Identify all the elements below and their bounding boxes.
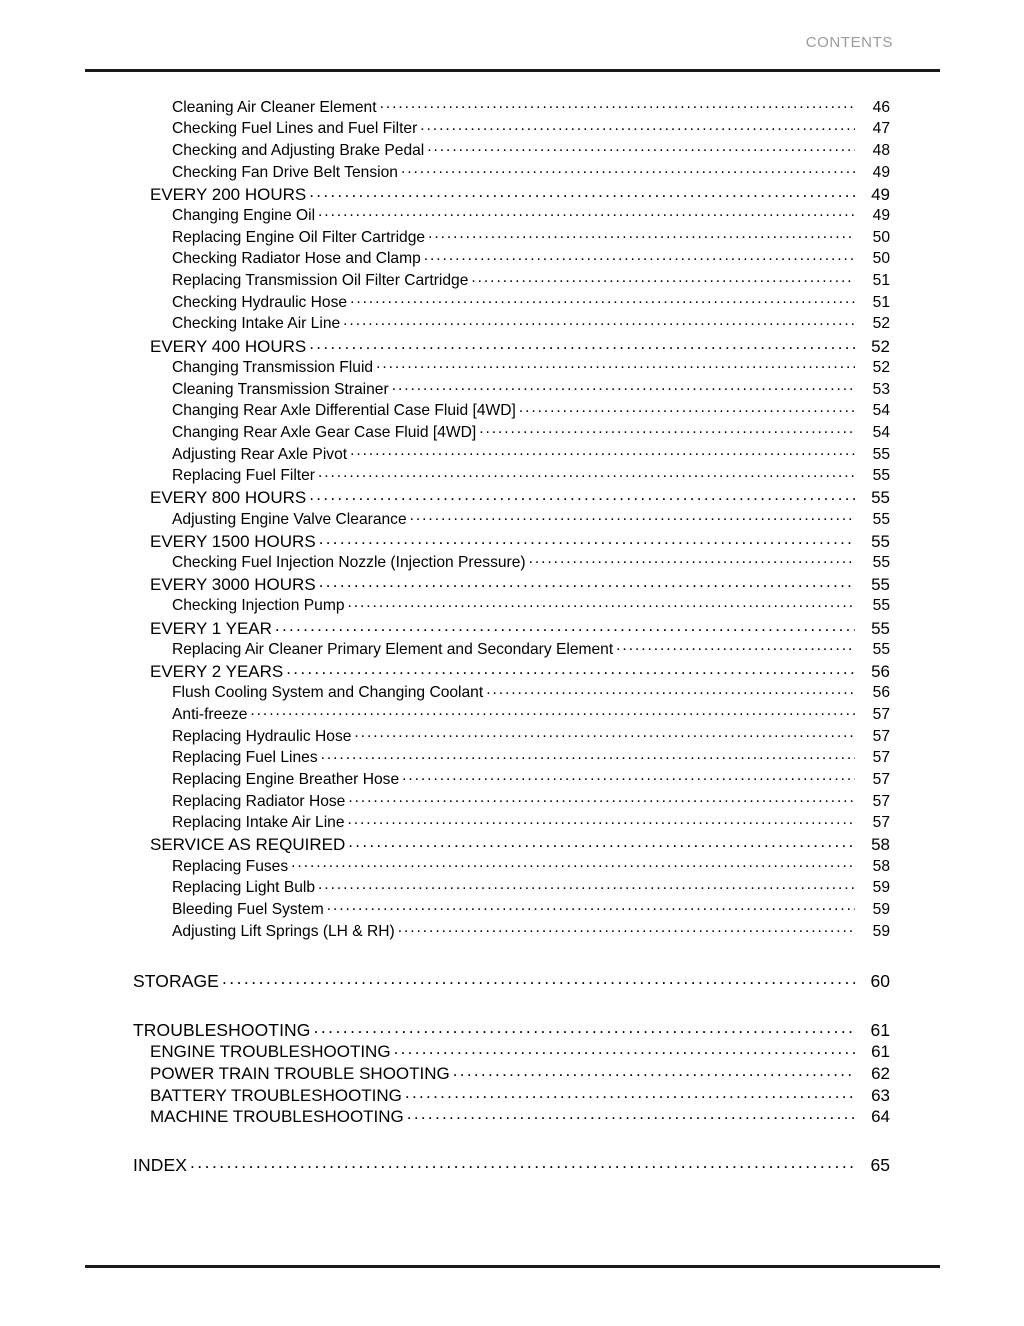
dot-leader [529, 551, 855, 567]
toc-entry[interactable] [0, 139, 1024, 161]
toc-entry-page-number: 49 [872, 207, 890, 225]
toc-entry-title: Checking Fan Drive Belt Tension [172, 163, 398, 181]
toc-entry-title: Replacing Fuel Lines [172, 749, 318, 767]
toc-entry-page-number: 55 [871, 575, 890, 595]
toc-entry-title: STORAGE [133, 971, 219, 992]
dot-leader [405, 1084, 855, 1101]
toc-entry-title: Replacing Intake Air Line [172, 814, 345, 832]
dot-leader [319, 530, 855, 547]
dot-leader [380, 96, 855, 112]
dot-leader [354, 725, 855, 741]
dot-leader [314, 1019, 856, 1037]
toc-entry[interactable] [0, 291, 1024, 313]
toc-entry[interactable] [0, 855, 1024, 877]
header-divider [85, 69, 940, 72]
toc-entry-page-number: 61 [870, 1020, 890, 1040]
dot-leader [327, 898, 855, 914]
dot-leader [428, 226, 855, 242]
toc-entry-page-number: 57 [872, 814, 890, 832]
toc-entry[interactable] [0, 877, 1024, 899]
table-of-contents [0, 96, 1024, 1176]
toc-entry-page-number: 57 [872, 770, 890, 788]
dot-leader [309, 335, 855, 352]
toc-entry-title: Adjusting Lift Springs (LH & RH) [172, 922, 395, 940]
dot-leader [616, 638, 855, 654]
toc-entry-title: EVERY 2 YEARS [150, 661, 284, 681]
dot-leader [286, 660, 855, 677]
toc-entry-title: BATTERY TROUBLESHOOTING [150, 1085, 402, 1105]
header-title: CONTENTS [805, 34, 893, 51]
toc-entry[interactable] [0, 617, 1024, 639]
toc-entry-title: EVERY 200 HOURS [150, 184, 307, 204]
toc-entry[interactable] [0, 1084, 1024, 1106]
toc-entry[interactable] [0, 790, 1024, 812]
toc-entry-page-number: 59 [872, 901, 890, 919]
dot-leader [424, 248, 855, 264]
page-header [85, 34, 893, 52]
toc-entry-title: Replacing Light Bulb [172, 879, 316, 897]
toc-entry-title: Adjusting Engine Valve Clearance [172, 510, 407, 528]
toc-entry-page-number: 46 [872, 98, 890, 116]
dot-leader [519, 400, 855, 416]
toc-entry[interactable] [0, 1040, 1024, 1062]
dot-leader [318, 204, 855, 220]
toc-entry-page-number: 52 [872, 315, 890, 333]
toc-entry-title: Changing Rear Axle Gear Case Fluid [4WD] [172, 423, 477, 441]
toc-entry-page-number: 55 [871, 618, 890, 638]
toc-entry[interactable] [0, 1019, 1024, 1041]
toc-entry-title: Replacing Engine Breather Hose [172, 770, 400, 788]
toc-entry-title: Replacing Transmission Oil Filter Cartridge [172, 272, 469, 290]
dot-leader [348, 812, 855, 828]
toc-entry[interactable] [0, 508, 1024, 530]
toc-entry[interactable] [0, 920, 1024, 942]
toc-entry-page-number: 63 [871, 1085, 890, 1105]
toc-entry[interactable] [0, 898, 1024, 920]
toc-entry[interactable] [0, 682, 1024, 704]
toc-entry-page-number: 57 [872, 727, 890, 745]
toc-entry-title: Checking Fuel Injection Nozzle (Injection Pressure) [172, 554, 526, 572]
dot-leader [318, 465, 855, 481]
section-spacer [0, 1127, 1024, 1154]
dot-leader [309, 183, 855, 200]
toc-entry-title: Replacing Radiator Hose [172, 792, 346, 810]
toc-entry-page-number: 58 [872, 857, 890, 875]
toc-entry-title: POWER TRAIN TROUBLE SHOOTING [150, 1063, 450, 1083]
toc-entry-title: Flush Cooling System and Changing Coolant [172, 684, 484, 702]
toc-entry-page-number: 54 [872, 423, 890, 441]
toc-entry-title: Replacing Engine Oil Filter Cartridge [172, 228, 426, 246]
toc-entry[interactable] [0, 1105, 1024, 1127]
toc-entry-title: EVERY 1 YEAR [150, 618, 272, 638]
toc-entry-title: Changing Engine Oil [172, 207, 316, 225]
toc-entry[interactable] [0, 703, 1024, 725]
toc-entry-title: EVERY 1500 HOURS [150, 531, 316, 551]
toc-entry-title: Changing Rear Axle Differential Case Fluid [4WD] [172, 402, 516, 420]
toc-entry[interactable] [0, 812, 1024, 834]
toc-entry-page-number: 55 [871, 531, 890, 551]
toc-entry-page-number: 55 [872, 597, 890, 615]
toc-entry-page-number: 55 [872, 640, 890, 658]
toc-entry-title: Cleaning Transmission Strainer [172, 380, 389, 398]
toc-entry[interactable] [0, 970, 1024, 992]
toc-entry[interactable] [0, 551, 1024, 573]
toc-entry-page-number: 58 [871, 835, 890, 855]
toc-entry-page-number: 55 [872, 467, 890, 485]
toc-entry-title: Checking Injection Pump [172, 597, 345, 615]
toc-entry[interactable] [0, 725, 1024, 747]
toc-entry[interactable] [0, 313, 1024, 335]
toc-entry-title: Checking Radiator Hose and Clamp [172, 250, 421, 268]
dot-leader [318, 877, 855, 893]
toc-entry[interactable] [0, 768, 1024, 790]
toc-entry-page-number: 57 [872, 705, 890, 723]
dot-leader [350, 443, 855, 459]
dot-leader [453, 1062, 855, 1079]
toc-entry-title: Checking Intake Air Line [172, 315, 341, 333]
toc-entry-title: Cleaning Air Cleaner Element [172, 98, 377, 116]
toc-entry-title: Checking and Adjusting Brake Pedal [172, 141, 425, 159]
toc-entry[interactable] [0, 335, 1024, 357]
toc-entry-title: ENGINE TROUBLESHOOTING [150, 1042, 391, 1062]
dot-leader [401, 161, 855, 177]
dot-leader [420, 118, 855, 134]
toc-entry[interactable] [0, 118, 1024, 140]
toc-entry-title: Checking Fuel Lines and Fuel Filter [172, 120, 418, 138]
footer-divider [85, 1265, 940, 1268]
dot-leader [398, 920, 855, 936]
toc-entry[interactable] [0, 183, 1024, 205]
toc-entry[interactable] [0, 833, 1024, 855]
toc-entry-title: TROUBLESHOOTING [133, 1020, 311, 1040]
toc-entry-page-number: 50 [872, 250, 890, 268]
dot-leader [309, 486, 855, 503]
dot-leader [486, 682, 855, 698]
toc-entry-title: EVERY 400 HOURS [150, 336, 307, 356]
dot-leader [291, 855, 855, 871]
toc-entry-page-number: 53 [872, 380, 890, 398]
dot-leader [222, 970, 855, 988]
dot-leader [350, 291, 855, 307]
toc-entry[interactable] [0, 161, 1024, 183]
toc-entry[interactable] [0, 226, 1024, 248]
toc-entry[interactable] [0, 530, 1024, 552]
toc-entry[interactable] [0, 356, 1024, 378]
dot-leader [410, 508, 855, 524]
toc-entry-page-number: 59 [872, 879, 890, 897]
toc-entry-title: INDEX [133, 1155, 187, 1176]
dot-leader [402, 768, 855, 784]
toc-entry-page-number: 56 [871, 661, 890, 681]
toc-entry-title: Bleeding Fuel System [172, 901, 324, 919]
dot-leader [348, 595, 856, 611]
toc-entry-page-number: 57 [872, 792, 890, 810]
toc-entry-title: Adjusting Rear Axle Pivot [172, 445, 348, 463]
dot-leader [471, 270, 855, 286]
dot-leader [190, 1154, 855, 1172]
toc-entry-page-number: 48 [872, 141, 890, 159]
toc-entry[interactable] [0, 465, 1024, 487]
toc-entry-page-number: 52 [871, 336, 890, 356]
toc-entry-page-number: 60 [870, 971, 890, 992]
toc-entry-page-number: 56 [872, 684, 890, 702]
toc-entry[interactable] [0, 421, 1024, 443]
dot-leader [479, 421, 855, 437]
toc-entry[interactable] [0, 660, 1024, 682]
toc-entry[interactable] [0, 747, 1024, 769]
toc-entry-title: EVERY 3000 HOURS [150, 575, 316, 595]
toc-entry-title: MACHINE TROUBLESHOOTING [150, 1107, 404, 1127]
toc-entry-page-number: 47 [872, 120, 890, 138]
dot-leader [250, 703, 855, 719]
toc-entry[interactable] [0, 443, 1024, 465]
section-spacer [0, 942, 1024, 970]
toc-entry-page-number: 57 [872, 749, 890, 767]
toc-entry-title: Replacing Air Cleaner Primary Element and Secondary Element [172, 640, 614, 658]
toc-entry-page-number: 62 [871, 1063, 890, 1083]
toc-entry[interactable] [0, 400, 1024, 422]
toc-entry-title: Changing Transmission Fluid [172, 358, 374, 376]
toc-entry[interactable] [0, 248, 1024, 270]
toc-entry-page-number: 55 [872, 510, 890, 528]
dot-leader [275, 617, 855, 634]
toc-entry[interactable] [0, 1062, 1024, 1084]
dot-leader [348, 833, 855, 850]
section-spacer [0, 992, 1024, 1019]
toc-entry[interactable] [0, 573, 1024, 595]
toc-entry[interactable] [0, 96, 1024, 118]
toc-entry-page-number: 49 [871, 184, 890, 204]
dot-leader [343, 313, 855, 329]
dot-leader [319, 573, 855, 590]
toc-entry-page-number: 61 [871, 1042, 890, 1062]
toc-entry[interactable] [0, 486, 1024, 508]
dot-leader [394, 1040, 855, 1057]
toc-entry-page-number: 59 [872, 922, 890, 940]
toc-entry-title: Anti-freeze [172, 705, 248, 723]
toc-entry[interactable] [0, 378, 1024, 400]
toc-entry-title: Replacing Hydraulic Hose [172, 727, 352, 745]
toc-entry-page-number: 51 [872, 293, 890, 311]
toc-entry-page-number: 55 [871, 488, 890, 508]
dot-leader [427, 139, 855, 155]
toc-entry[interactable] [0, 204, 1024, 226]
toc-entry-title: Replacing Fuses [172, 857, 289, 875]
dot-leader [376, 356, 855, 372]
toc-entry-page-number: 55 [872, 445, 890, 463]
toc-entry-title: Checking Hydraulic Hose [172, 293, 348, 311]
toc-entry-title: EVERY 800 HOURS [150, 488, 307, 508]
toc-entry-page-number: 52 [872, 358, 890, 376]
toc-entry[interactable] [0, 595, 1024, 617]
toc-entry-title: SERVICE AS REQUIRED [150, 835, 346, 855]
toc-entry-page-number: 51 [872, 272, 890, 290]
toc-entry-page-number: 50 [872, 228, 890, 246]
dot-leader [407, 1105, 855, 1122]
toc-entry-page-number: 64 [871, 1107, 890, 1127]
toc-entry[interactable] [0, 1154, 1024, 1176]
dot-leader [321, 747, 855, 763]
toc-entry[interactable] [0, 638, 1024, 660]
toc-entry-page-number: 65 [870, 1155, 890, 1176]
dot-leader [348, 790, 855, 806]
dot-leader [392, 378, 855, 394]
toc-entry-page-number: 49 [872, 163, 890, 181]
toc-entry-page-number: 54 [872, 402, 890, 420]
toc-entry-page-number: 55 [872, 554, 890, 572]
toc-entry-title: Replacing Fuel Filter [172, 467, 316, 485]
toc-entry[interactable] [0, 270, 1024, 292]
